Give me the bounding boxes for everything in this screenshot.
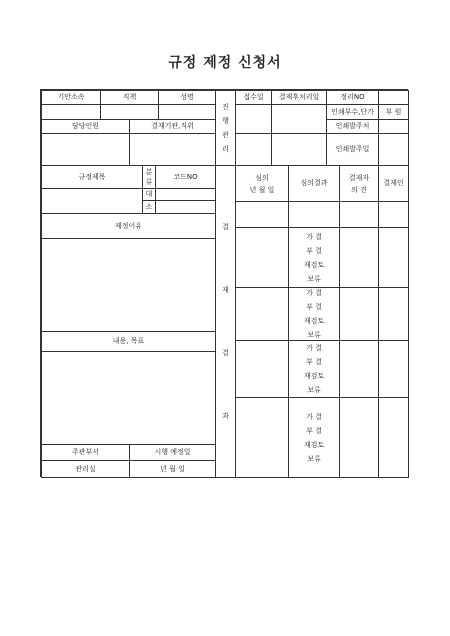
option-reject[interactable]: 부 결 (306, 358, 322, 366)
review-date-row5[interactable] (235, 397, 289, 478)
option-reconsider[interactable]: 재검토 (303, 440, 325, 449)
print-place-cell[interactable] (378, 119, 409, 134)
regulation-title-cell[interactable] (41, 188, 143, 214)
option-reconsider[interactable]: 재검토 (303, 317, 325, 325)
option-pass[interactable]: 가 결 (306, 232, 322, 241)
approver-row5[interactable] (378, 397, 409, 478)
progress-char-3: 관 (222, 131, 229, 139)
approver-row4[interactable] (378, 340, 409, 398)
approval-char-1: 결 (222, 223, 229, 232)
form-title: 규정 제정 신청서 (168, 55, 282, 71)
code-no-header: 코드NO (155, 165, 216, 189)
review-date-row4[interactable] (235, 340, 289, 398)
admin-date-cell[interactable]: 년 월 일 (129, 460, 216, 478)
print-place-header: 인쇄발주처 (326, 119, 379, 134)
print-order-date-cell[interactable] (378, 133, 409, 166)
approval-done-date-cell[interactable] (271, 104, 327, 134)
approver-opinion-row5[interactable] (339, 397, 379, 478)
option-reject[interactable]: 부 결 (306, 426, 322, 435)
approver-opinion-row3[interactable] (339, 287, 379, 341)
receipt-date-cell[interactable] (235, 104, 272, 134)
option-pass[interactable]: 가 결 (306, 344, 322, 352)
approver-header: 결재인 (378, 165, 409, 202)
option-reject[interactable]: 부 결 (306, 303, 322, 311)
effective-date-header: 시행 예정일 (129, 444, 216, 461)
name-cell[interactable] (158, 104, 216, 120)
class-small-label: 소 (142, 200, 156, 214)
arrange-no-extra[interactable] (378, 90, 409, 105)
position-header: 직책 (100, 90, 159, 105)
name-header: 성명 (158, 90, 216, 105)
class-large-label: 대 (142, 188, 156, 201)
copies-unit-cell[interactable]: 부 원 (378, 104, 409, 120)
review-result-header: 심의결과 (288, 165, 340, 202)
approval-result-label (215, 165, 236, 478)
approver-row3[interactable] (378, 287, 409, 341)
review-date-header: 심의 년 월 일 (235, 165, 289, 202)
approver-row1[interactable] (378, 201, 409, 228)
option-reconsider[interactable]: 재검토 (303, 372, 325, 380)
receipt-date-bottom[interactable] (235, 133, 272, 166)
admin-room-label: 관리실 (41, 460, 130, 478)
classification-label (142, 165, 156, 189)
option-reject[interactable]: 부 결 (306, 246, 322, 255)
approver-opinion-row1[interactable] (339, 201, 379, 228)
person-in-charge-header: 담당인원 (41, 119, 130, 134)
approval-done-bottom[interactable] (271, 133, 327, 166)
option-hold[interactable]: 보류 (307, 331, 321, 339)
review-date-row2[interactable] (235, 227, 289, 288)
class-small-cell[interactable] (155, 200, 216, 214)
approval-char-2: 재 (222, 286, 229, 295)
class-char-1: 분 (145, 168, 153, 176)
approval-org-cell[interactable] (129, 133, 216, 166)
draft-dept-cell[interactable] (41, 104, 101, 120)
reason-cell[interactable] (41, 238, 216, 332)
review-result-options-1[interactable] (288, 227, 340, 288)
receipt-date-header: 접수일 (235, 90, 272, 105)
dept-header: 주관부서 (41, 444, 130, 461)
draft-dept-header: 기안소속 (41, 90, 101, 105)
progress-char-1: 진 (222, 103, 229, 111)
review-date-row1[interactable] (235, 201, 289, 228)
regulation-title-header: 규정제목 (41, 165, 143, 189)
approver-opinion-row4[interactable] (339, 340, 379, 398)
arrange-no-header: 정리NO (326, 90, 379, 105)
content-cell[interactable] (41, 351, 216, 445)
reason-header: 제정이유 (41, 213, 216, 239)
approval-char-3: 결 (222, 348, 229, 357)
option-reconsider[interactable]: 재검토 (303, 260, 325, 269)
review-result-options-2[interactable] (288, 287, 340, 341)
option-hold[interactable]: 보류 (307, 274, 321, 283)
review-result-options-3[interactable] (288, 340, 340, 398)
regulation-request-form (40, 89, 408, 477)
option-pass[interactable]: 가 결 (306, 289, 322, 297)
print-order-date-header: 인쇄발주일 (326, 133, 379, 166)
approval-char-4: 과 (222, 411, 229, 420)
print-copies-header: 인쇄부수,단가 (326, 104, 379, 120)
approver-row2[interactable] (378, 227, 409, 288)
approver-opinion-row2[interactable] (339, 227, 379, 288)
progress-char-2: 행 (222, 117, 229, 125)
option-hold[interactable]: 보류 (307, 386, 321, 394)
content-header: 내용, 목표 (41, 331, 216, 352)
approval-done-date-header: 결재후처리일 (271, 90, 327, 105)
option-hold[interactable]: 보류 (307, 454, 321, 463)
progress-management-label (215, 90, 236, 166)
person-in-charge-cell[interactable] (41, 133, 130, 166)
option-pass[interactable]: 가 결 (306, 412, 322, 421)
review-result-row1-top[interactable] (288, 201, 340, 228)
class-char-2: 류 (145, 178, 153, 186)
review-result-options-4[interactable] (288, 397, 340, 478)
approval-org-header: 결재기관,직위 (129, 119, 216, 134)
review-date-row3[interactable] (235, 287, 289, 341)
position-cell[interactable] (100, 104, 159, 120)
approver-opinion-header: 결재자 의 견 (339, 165, 379, 202)
progress-char-4: 리 (222, 145, 229, 153)
